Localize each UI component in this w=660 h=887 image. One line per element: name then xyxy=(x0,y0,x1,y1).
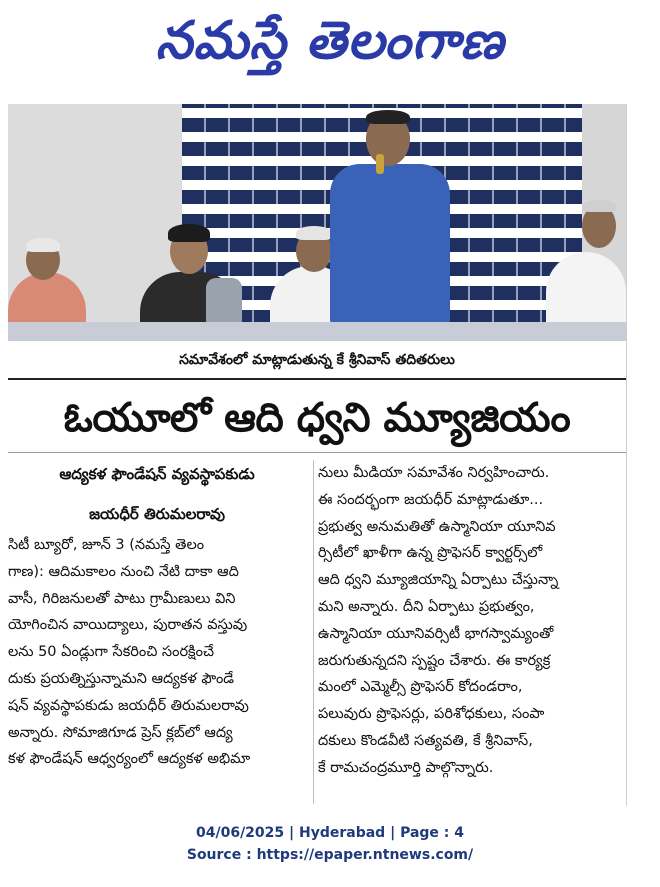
text-line: గాణ): ఆదిమకాలం నుంచి నేటి దాకా ఆది xyxy=(8,563,239,580)
article-body xyxy=(318,460,616,782)
person-speaker xyxy=(330,164,450,324)
text-line: షన్ వ్యవస్థాపకుడు జయధీర్ తిరుమలరావు xyxy=(8,697,249,714)
article-column-right xyxy=(318,460,616,782)
text-line: కే రామచంద్రమూర్తి పాల్గొన్నారు. xyxy=(318,759,494,776)
page-footer xyxy=(0,822,660,866)
text-line: పలువురు ప్రొఫెసర్లు, పరిశోధకులు, సంపా xyxy=(318,706,545,723)
column-divider xyxy=(313,460,314,804)
footer-date-line: 04/06/2025 | Hyderabad | Page : 4 xyxy=(195,825,465,841)
text-line: జరుగుతున్నదని స్పష్టం చేశారు. ఈ కార్యక్ర xyxy=(318,652,551,669)
text-line: దుకు ప్రయత్నిస్తున్నామని ఆద్యకళ ఫౌండే xyxy=(8,670,235,687)
text-line: ర్సిటీలో ఖాళీగా ఉన్న ప్రొఫెసర్ క్వార్టర్స్‌లో xyxy=(318,545,543,562)
article-body xyxy=(8,532,306,773)
divider xyxy=(8,378,626,380)
text-line: లను 50 ఏండ్లుగా సేకరించి సంరక్షించే xyxy=(8,644,214,661)
masthead-logo: నమస్తే తెలంగాణ xyxy=(155,11,505,71)
text-line: ఆది ధ్వని మ్యూజియాన్ని ఏర్పాటు చేస్తున్నా xyxy=(318,572,559,589)
article-column-left xyxy=(8,460,306,773)
text-line: కళ ఫౌండేషన్ ఆధ్వర్యంలో ఆద్యకళ అభిమా xyxy=(8,751,251,768)
headline: ఓయూలో ఆది ధ్వని మ్యూజియం xyxy=(63,395,571,441)
news-clipping xyxy=(8,104,627,806)
text-line: ఈ సందర్భంగా జయధీర్ మాట్లాడుతూ... xyxy=(318,491,544,508)
text-line: మని అన్నారు. దీని ఏర్పాటు ప్రభుత్వం, xyxy=(318,598,535,615)
footer-source-line: Source : https://epaper.ntnews.com/ xyxy=(186,847,474,863)
text-line: నులు మీడియా సమావేశం నిర్వహించారు. xyxy=(318,465,550,481)
news-photo xyxy=(8,104,626,341)
person-seated-4 xyxy=(546,252,626,332)
stage-table xyxy=(8,322,626,341)
divider xyxy=(8,452,626,453)
text-line: యోగించిన వాయిద్యాలు, పురాతన వస్తువు xyxy=(8,617,248,634)
text-line: మంలో ఎమ్మెల్సీ ప్రొఫెసర్ కోదండరాం, xyxy=(318,679,523,696)
text-line: ఉస్మానియా యూనివర్సిటీ భాగస్వామ్యంతో xyxy=(318,625,554,642)
text-line: వాసీ, గిరిజనులతో పాటు గ్రామీణులు విని xyxy=(8,590,236,607)
text-line: అన్నారు. సోమాజిగూడ ప్రెస్ క్లబ్‌లో ఆద్య xyxy=(8,724,233,741)
photo-caption: సమావేశంలో మాట్లాడుతున్న కే శ్రీనివాస్ తదితరులు xyxy=(179,352,455,368)
text-line: ప్రభుత్వ అనుమతితో ఉస్మానియా యూనివ xyxy=(318,518,556,535)
text-line: సిటీ బ్యూరో, జూన్ 3 (నమస్తే తెలం xyxy=(8,537,205,553)
subhead: జయధీర్ తిరుమలరావు xyxy=(89,505,225,523)
microphone-icon xyxy=(376,154,384,174)
text-line: దకులు కొండవీటి సత్యవతి, కే శ్రీనివాస్, xyxy=(318,732,533,749)
subhead: ఆద్యకళ ఫౌండేషన్ వ్యవస్థాపకుడు xyxy=(59,465,255,483)
